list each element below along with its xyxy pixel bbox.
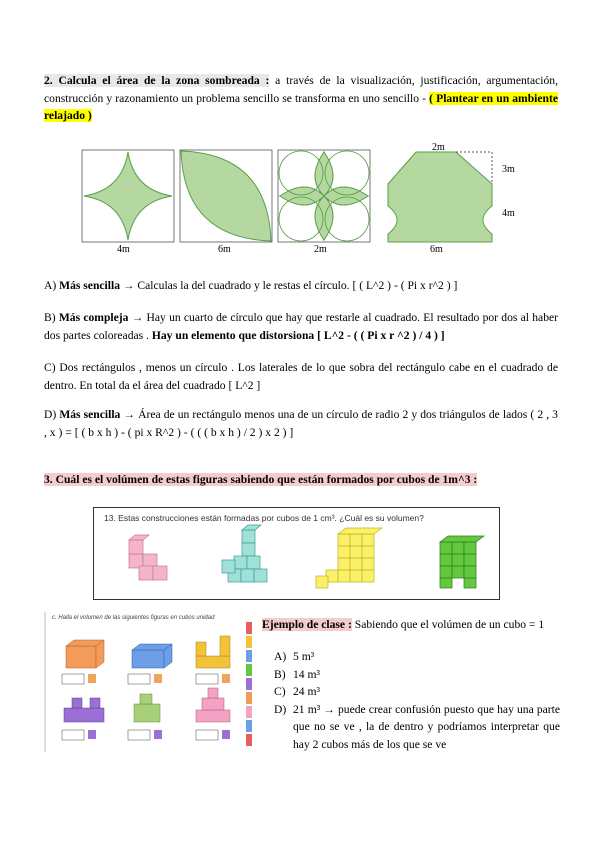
- q2-heading: [44, 72, 558, 125]
- q2-tag: ( Plantear en un ambiente relajado ): [44, 91, 558, 122]
- mini-cube-4: [88, 730, 96, 739]
- volume-options: [274, 648, 560, 753]
- panel-caption: 13. Estas construcciones están formadas por cubos de 1 cm³. ¿Cuál es su volumen?: [104, 513, 424, 523]
- teal-cubes: [222, 525, 267, 582]
- house-top-label: 2m: [432, 142, 445, 153]
- house-side-label-2: 4m: [502, 208, 515, 219]
- shaded-figures: [80, 140, 510, 258]
- mini-cube-5: [154, 730, 162, 739]
- worksheet-figures: [46, 612, 256, 752]
- answer-boxes-row2: [62, 730, 218, 740]
- decorative-stripe: [246, 622, 252, 746]
- green-block: [134, 694, 160, 722]
- answer-c: C) Dos rectángulos , menos un círculo . Los laterales de lo que sobra del rectángulo cabe en el cuadrado de dentro. En total da el área del cuadrado [ L^2 ]: [44, 361, 558, 392]
- answer-d: D) Más sencilla → Área de un rectángulo menos una de un círculo de radio 2 y dos triángulos de lados ( 2 , 3 , x ) = [ ( b x h ) - ( pi x R^2 ) - ( ( ( b x h ) / 2 ) x 2 ) ]: [44, 408, 558, 439]
- orange-block: [66, 640, 104, 668]
- fig2-label: 6m: [218, 244, 231, 255]
- green-cubes: [440, 536, 484, 588]
- worksheet-caption: c. Halla el volumen de las siguientes figuras en cubos unidad: [52, 615, 215, 621]
- q3-heading: [44, 471, 558, 489]
- answer-a: A) Más sencilla → Calculas la del cuadrado y le restas el círculo. [ ( L^2 ) - ( Pi x r^2 ) ]: [44, 279, 458, 292]
- figure-astroid: [82, 150, 174, 242]
- mini-cube-1: [88, 674, 96, 683]
- q2-title: 2. Calcula el área de la zona sombreada :: [44, 74, 270, 87]
- blue-block: [132, 644, 172, 668]
- q3-title: 3. Cuál es el volúmen de estas figuras sabiendo que están formados por cubos de 1m^3 :: [44, 473, 478, 486]
- worksheet-image: [44, 612, 256, 752]
- option-d: D) 21 m³ → puede crear confusión puesto que hay una parte que no se ve , la de dentro y podríamos interpretar que hay 2 cubos más de los que se ve: [274, 702, 560, 751]
- cube-panel: [93, 507, 500, 600]
- example-line: [262, 616, 560, 634]
- cube-figures: [94, 508, 499, 599]
- house-side-label-1: 3m: [502, 164, 515, 175]
- mini-cube-2: [154, 674, 162, 683]
- fig3-label: 2m: [314, 244, 327, 255]
- figure-lens: [180, 150, 272, 242]
- option-c: C) 24 m³: [274, 685, 320, 698]
- fig4-label: 6m: [430, 244, 443, 255]
- mini-cube-6: [222, 730, 230, 739]
- yellow-cubes: [316, 528, 382, 588]
- figure-petals: [278, 150, 370, 242]
- purple-block: [64, 698, 104, 722]
- example-text: Sabiendo que el volúmen de un cubo = 1: [351, 618, 545, 631]
- pink-block: [196, 688, 230, 722]
- option-a: A) 5 m³: [274, 650, 315, 663]
- fig1-label: 4m: [117, 244, 130, 255]
- answer-b: B) Más compleja → Hay un cuarto de círculo que hay que restarle al cuadrado. El resultado por dos al haber dos partes coloreadas . Hay un elemento que distorsiona [ L^2 - ( ( Pi x r ^2 ) / 4 ) ]: [44, 311, 558, 342]
- q2-intro: a través de la visualización, justificación, argumentación, construcción y razonamiento un problema sencillo se transforma en uno sencillo -: [44, 74, 558, 105]
- answer-boxes-row1: [62, 674, 218, 684]
- example-label: Ejemplo de clase :: [262, 618, 352, 631]
- pink-cubes: [129, 535, 167, 580]
- figure-house: [388, 152, 492, 242]
- yellow-block: [196, 636, 230, 668]
- mini-cube-3: [222, 674, 230, 683]
- option-b: B) 14 m³: [274, 667, 320, 681]
